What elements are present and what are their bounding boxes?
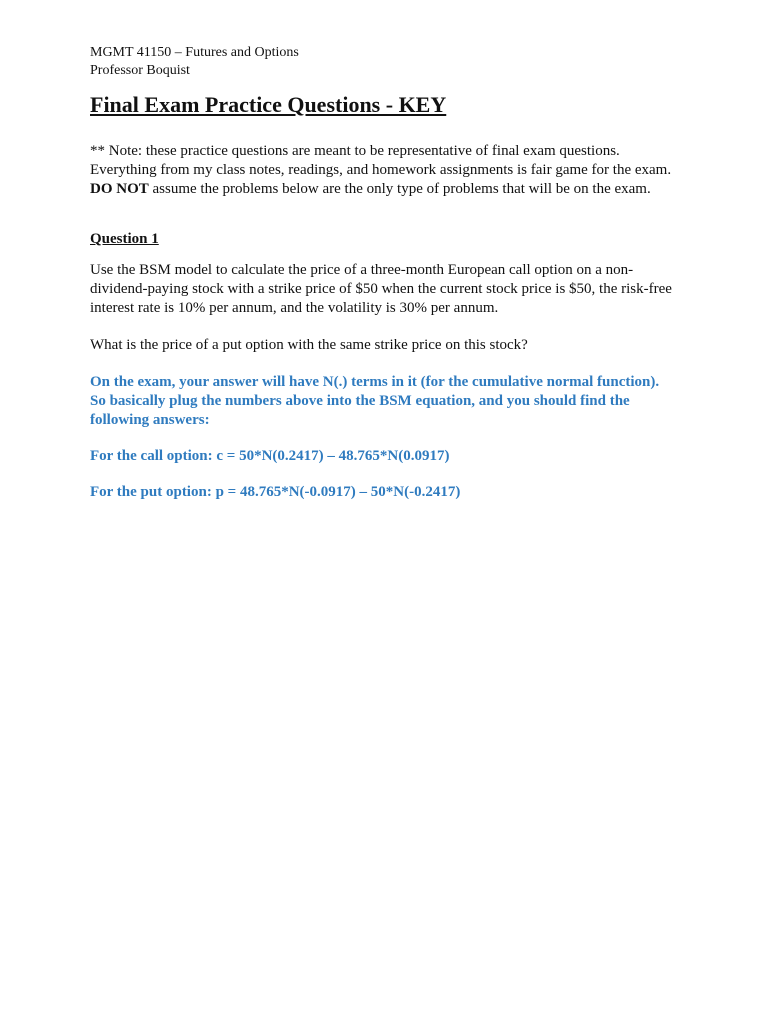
answer-line-2: So basically plug the numbers above into the BSM equation, and you should find the <box>90 393 630 409</box>
page-title: Final Exam Practice Questions - KEY <box>90 92 447 117</box>
note-emphasis: DO NOT <box>90 181 149 197</box>
answer-line-1: On the exam, your answer will have N(.) terms in it (for the cumulative normal function). <box>90 374 660 390</box>
question-1-line-1: Use the BSM model to calculate the price of a three-month European call option on a non- <box>90 262 634 278</box>
note-line-3-rest: assume the problems below are the only type of problems that will be on the exam. <box>148 181 651 197</box>
note-line-3 <box>90 180 690 199</box>
call-option-answer: For the call option: c = 50*N(0.2417) – 48.765*N(0.0917) <box>90 448 450 464</box>
course-name: MGMT 41150 – Futures and Options <box>90 45 299 60</box>
document-page <box>90 44 690 502</box>
professor-name: Professor Boquist <box>90 63 190 78</box>
answer-line-3: following answers: <box>90 412 210 428</box>
question-1-line-2: dividend-paying stock with a strike price of $50 when the current stock price is $50, the risk-free <box>90 281 672 297</box>
note-paragraph <box>90 142 690 199</box>
put-question: What is the price of a put option with the same strike price on this stock? <box>90 337 528 353</box>
question-1-line-3: interest rate is 10% per annum, and the volatility is 30% per annum. <box>90 300 499 316</box>
note-line-1: ** Note: these practice questions are meant to be representative of final exam questions. <box>90 143 620 159</box>
question-1-text <box>90 261 690 318</box>
answer-intro <box>90 373 690 430</box>
put-option-answer: For the put option: p = 48.765*N(-0.0917) – 50*N(-0.2417) <box>90 484 461 500</box>
note-line-2: Everything from my class notes, readings, and homework assignments is fair game for the exam. <box>90 162 672 178</box>
question-1-heading: Question 1 <box>90 231 159 247</box>
